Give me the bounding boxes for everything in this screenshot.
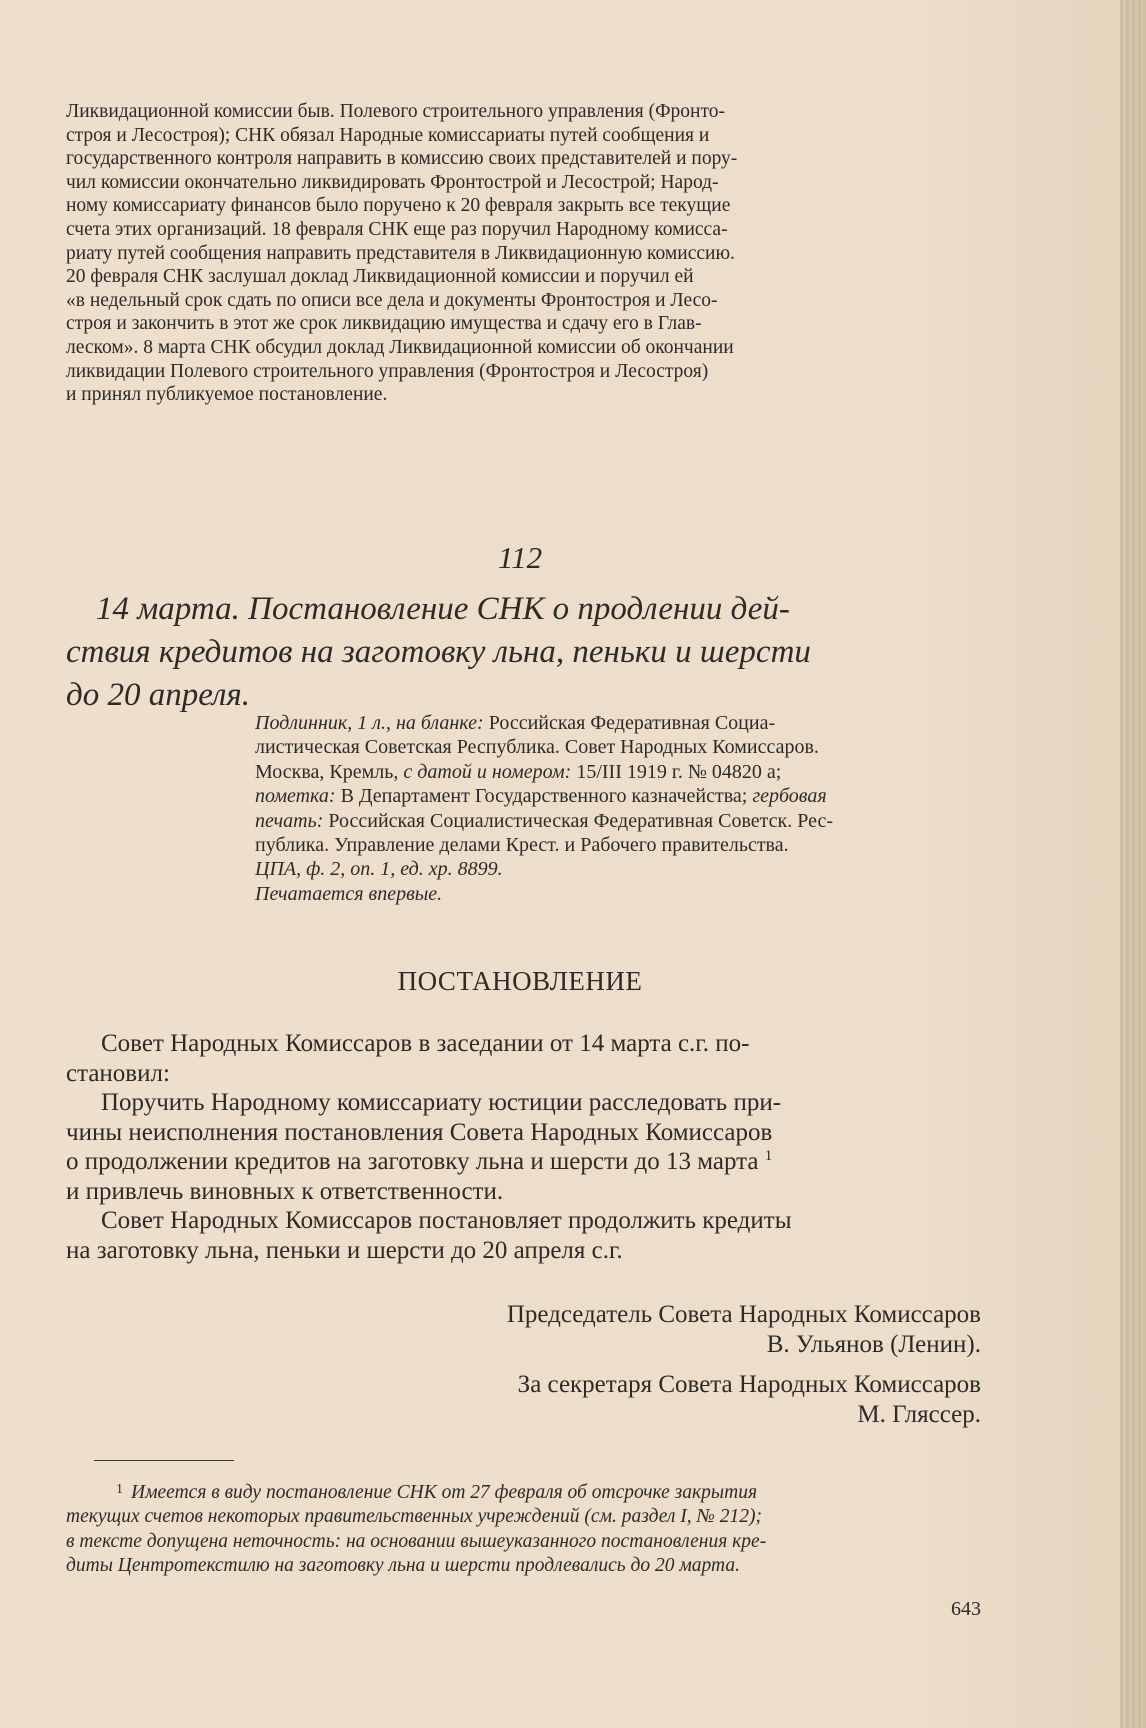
source-label: с датой и номером: <box>403 760 572 783</box>
source-text: 15/III 1919 г. № 04820 а; <box>571 760 782 783</box>
footnote-reference: 1 <box>764 1148 773 1164</box>
document-title <box>66 588 976 717</box>
footnote-text: Имеется в виду постановление СНК от 27 февраля об отсрочке закрытия <box>131 1482 758 1503</box>
intro-line: счета этих организаций. 18 февраля СНК еще раз поручил Народному комисса- <box>66 218 728 240</box>
signature-chairman <box>507 1300 981 1360</box>
intro-line: ликвидации Полевого строительного управления (Фронтостроя и Лесостроя) <box>66 360 709 382</box>
title-line: ствия кредитов на заготовку льна, пеньки и шерсти <box>66 634 811 670</box>
intro-line: риату путей сообщения направить представителя в Ликвидационную комиссию. <box>66 242 735 264</box>
body-line <box>66 1147 976 1177</box>
signature-name: В. Ульянов (Ленин). <box>766 1331 981 1358</box>
signature-name: М. Гляссер. <box>857 1401 981 1428</box>
source-label: пометка: <box>255 785 336 808</box>
intro-line: «в недельный срок сдать по описи все дела и документы Фронтостроя и Лесо- <box>66 289 718 311</box>
source-text: Российская Социалистическая Федеративная Советск. Рес- <box>323 809 833 832</box>
document-number: 112 <box>497 540 543 575</box>
intro-line: Ликвидационной комиссии быв. Полевого строительного управления (Фронто- <box>66 101 725 122</box>
intro-line: чил комиссии окончательно ликвидировать Фронтострой и Лесострой; Народ- <box>66 171 719 193</box>
page-number: 643 <box>951 1598 981 1620</box>
source-note <box>255 711 975 906</box>
intro-line: 20 февраля СНК заслушал доклад Ликвидационной комиссии и поручил ей <box>66 266 694 288</box>
intro-line: государственного контроля направить в комиссию своих представителей и пору- <box>66 148 738 170</box>
footnote-divider <box>94 1460 234 1461</box>
archive-reference: ЦПА, ф. 2, оп. 1, ед. хр. 8899. <box>255 858 503 881</box>
title-line: до 20 апреля. <box>66 677 250 713</box>
resolution-heading: ПОСТАНОВЛЕНИЕ <box>397 966 643 996</box>
source-label: гербовая <box>752 785 827 808</box>
signature-secretary <box>518 1370 981 1430</box>
footnote-line: текущих счетов некоторых правительственных учреждений (см. раздел I, № 212); <box>66 1506 763 1528</box>
publication-note: Печатается впервые. <box>255 882 443 905</box>
intro-line: и принял публикуемое постановление. <box>66 384 388 406</box>
body-line: чины неисполнения постановления Совета Народных Комиссаров <box>66 1118 773 1146</box>
intro-line: леском». 8 марта СНК обсудил доклад Ликвидационной комиссии об окончании <box>66 336 734 358</box>
body-text: о продолжении кредитов на заготовку льна и шерсти до 13 марта <box>66 1148 759 1175</box>
footnote-number: 1 <box>116 1482 123 1497</box>
signature-title: Председатель Совета Народных Комиссаров <box>506 1301 981 1328</box>
body-line: Совет Народных Комиссаров в заседании от 14 марта с.г. по- <box>101 1030 750 1057</box>
footnote <box>66 1478 976 1579</box>
source-text: листическая Советская Республика. Совет Народных Комиссаров. <box>255 736 819 759</box>
source-label: печать: <box>255 809 324 832</box>
intro-line: ному комиссариату финансов было поручено к 20 февраля закрыть все текущие <box>66 195 731 217</box>
source-text: Москва, Кремль, <box>255 760 404 783</box>
footnote-line <box>66 1478 976 1505</box>
body-line: на заготовку льна, пеньки и шерсти до 20 апреля с.г. <box>66 1236 623 1264</box>
book-spine-edge <box>1120 0 1146 1728</box>
footnote-line: в тексте допущена неточность: на основании вышеуказанного постановления кре- <box>66 1530 767 1552</box>
source-label: Подлинник, 1 л., на бланке: <box>255 712 484 734</box>
body-line: Совет Народных Комиссаров постановляет продолжить кредиты <box>101 1207 792 1234</box>
intro-text <box>66 100 976 407</box>
source-text: публика. Управление делами Крест. и Рабочего правительства. <box>255 834 789 857</box>
source-text: В Департамент Государственного казначейства; <box>335 785 753 808</box>
title-line: 14 марта. Постановление СНК о продлении дей- <box>96 591 790 627</box>
intro-line: строя и закончить в этот же срок ликвидацию имущества и сдачу его в Глав- <box>66 313 702 335</box>
body-line: становил: <box>66 1059 170 1087</box>
footnote-line: диты Центротекстилю на заготовку льна и шерсти продлевались до 20 марта. <box>66 1555 740 1577</box>
resolution-body <box>66 1029 976 1265</box>
source-text: Российская Федеративная Социа- <box>483 712 776 734</box>
signature-title: За секретаря Совета Народных Комиссаров <box>517 1371 981 1398</box>
body-line: и привлечь виновных к ответственности. <box>66 1177 504 1205</box>
intro-line: строя и Лесостроя); СНК обязал Народные комиссариаты путей сообщения и <box>66 124 710 146</box>
body-line: Поручить Народному комиссариату юстиции расследовать при- <box>101 1089 782 1116</box>
